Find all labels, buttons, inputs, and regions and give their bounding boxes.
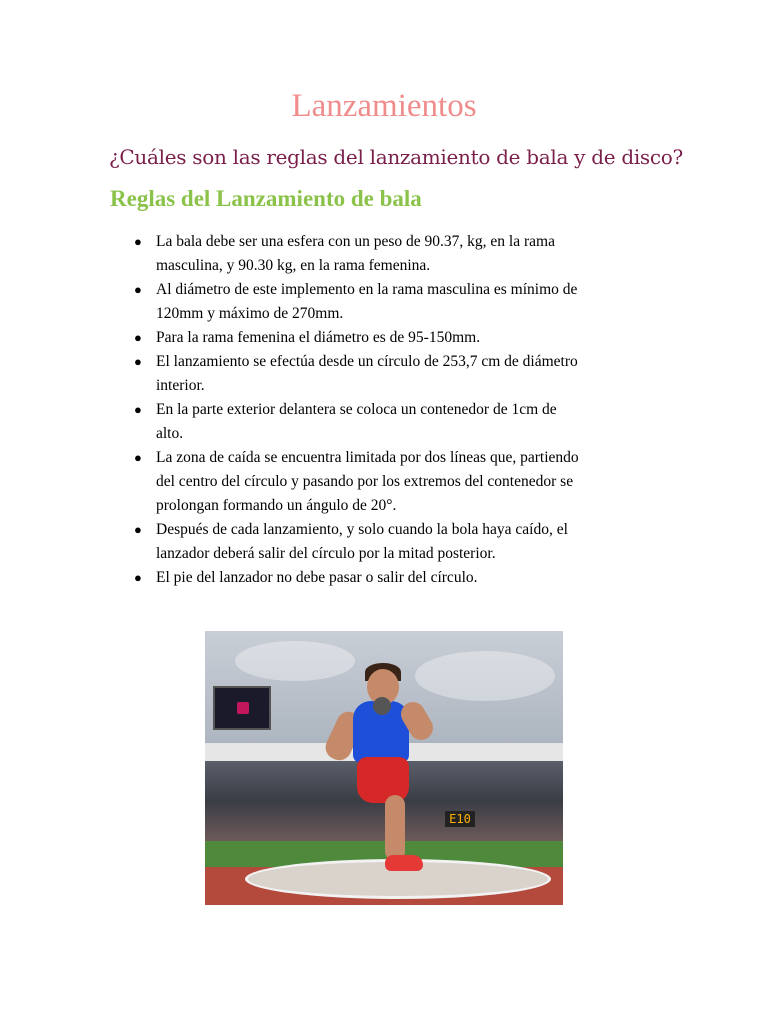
rule-text-line: El lanzamiento se efectúa desde un círculo de 253,7 cm de diámetro (156, 353, 578, 370)
bullet-dot-icon: ● (134, 234, 142, 249)
rule-item (110, 278, 670, 326)
bullet-dot-icon: ● (134, 282, 142, 297)
athlete-shorts (357, 757, 409, 803)
rule-item (110, 398, 670, 446)
rule-text-line: La bala debe ser una esfera con un peso de 90.37, kg, en la rama (156, 233, 555, 250)
rule-item (110, 518, 670, 566)
bullet-dot-icon: ● (134, 330, 142, 345)
cloud-shape (235, 641, 355, 681)
page-title: Lanzamientos (291, 88, 477, 124)
bullet-dot-icon: ● (134, 354, 142, 369)
bullet-dot-icon: ● (134, 450, 142, 465)
rule-text-line: lanzador deberá salir del círculo por la mitad posterior. (156, 545, 496, 562)
cloud-shape (415, 651, 555, 701)
athlete-shoe (385, 855, 423, 871)
rules-list (110, 230, 670, 590)
bullet-dot-icon: ● (134, 570, 142, 585)
rule-item (110, 326, 670, 350)
scoreboard: E10 (445, 811, 475, 827)
shot-put-photo (205, 631, 563, 905)
rule-text-line: Después de cada lanzamiento, y solo cuando la bola haya caído, el (156, 521, 568, 538)
rule-text-line: del centro del círculo y pasando por los extremos del contenedor se (156, 473, 574, 490)
rule-text-line: interior. (156, 377, 205, 394)
rule-text-line: Para la rama femenina el diámetro es de 95-150mm. (156, 329, 481, 346)
shot-put-ball (373, 697, 391, 715)
rule-item (110, 350, 670, 398)
rule-text-line: La zona de caída se encuentra limitada por dos líneas que, partiendo (156, 449, 579, 466)
stadium-screen (213, 686, 271, 730)
rule-item (110, 566, 670, 590)
rule-text-line: En la parte exterior delantera se coloca un contenedor de 1cm de (156, 401, 557, 418)
rule-text-line: prolongan formando un ángulo de 20°. (156, 497, 397, 514)
bullet-dot-icon: ● (134, 402, 142, 417)
athlete-leg (385, 795, 405, 861)
rule-text-line: masculina, y 90.30 kg, en la rama femenina. (156, 257, 431, 274)
section-heading: Reglas del Lanzamiento de bala (110, 186, 422, 211)
rule-text-line: Al diámetro de este implemento en la rama masculina es mínimo de (156, 281, 578, 298)
question-heading: ¿Cuáles son las reglas del lanzamiento de bala y de disco? (109, 145, 683, 169)
rule-text-line: El pie del lanzador no debe pasar o salir del círculo. (156, 569, 478, 586)
rule-item (110, 230, 670, 278)
bullet-dot-icon: ● (134, 522, 142, 537)
rule-text-line: 120mm y máximo de 270mm. (156, 305, 344, 322)
rule-item (110, 446, 670, 518)
rule-text-line: alto. (156, 425, 184, 442)
olympic-logo-icon (237, 702, 249, 714)
